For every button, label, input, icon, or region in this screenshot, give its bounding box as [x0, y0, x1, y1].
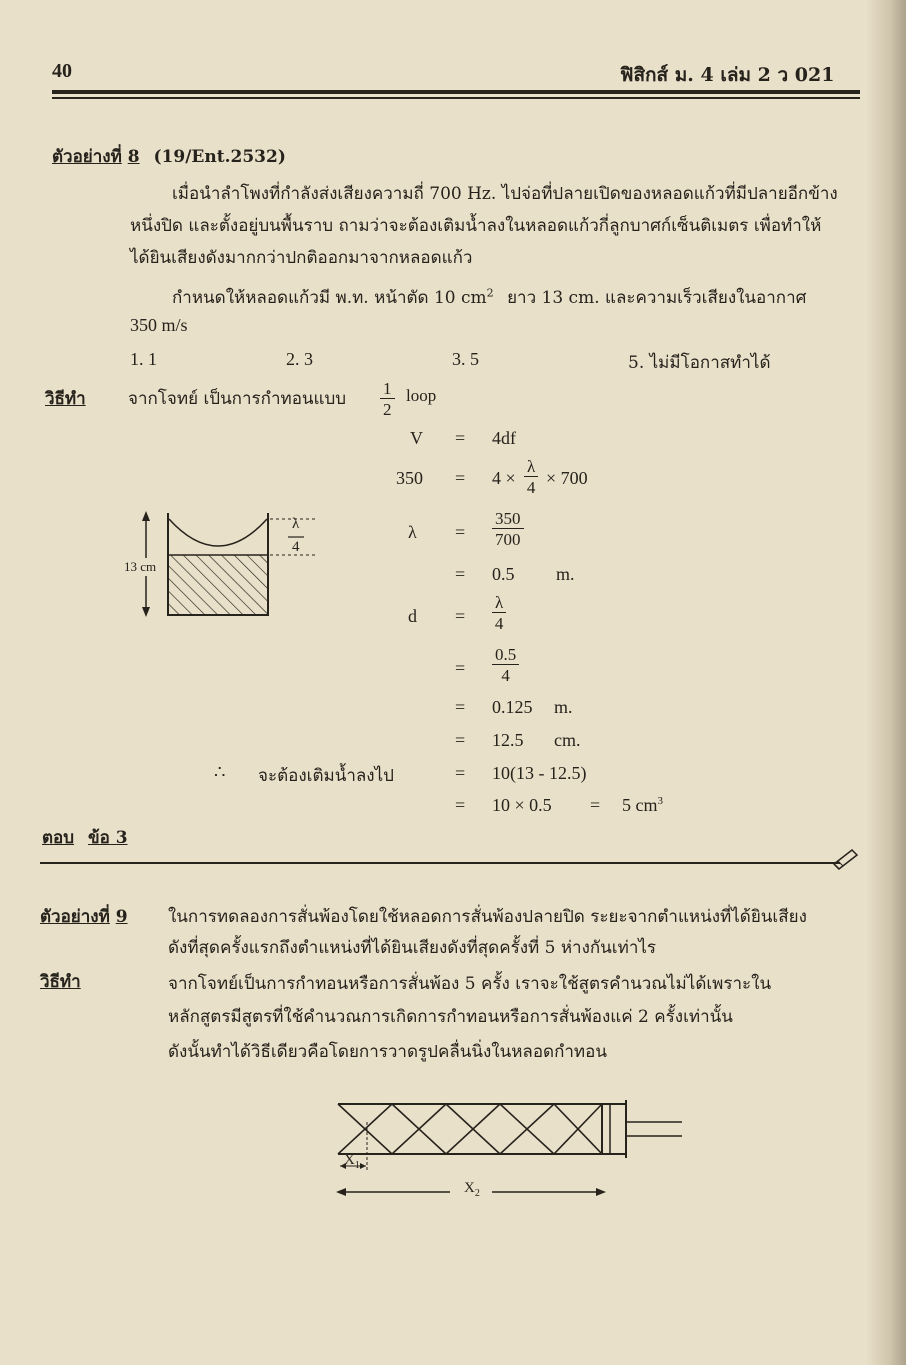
step3-frac-num: 350 — [492, 510, 524, 529]
question-line-3: ได้ยินเสียงดังมากกว่าปกติออกมาจากหลอดแก้ว — [130, 248, 473, 268]
step8-val: 12.5 — [492, 730, 524, 750]
given-length-speed: ยาว 13 cm. และความเร็วเสียงในอากาศ — [507, 288, 807, 308]
step2-b: × 700 — [546, 468, 588, 488]
example9-label: ตัวอย่างที่ — [40, 907, 110, 927]
choice-3: 3. 5 — [452, 349, 479, 369]
height-label: 13 cm — [124, 559, 157, 574]
x2-label — [464, 1180, 480, 1199]
step6-eq: = — [455, 658, 466, 678]
x1-letter: X — [344, 1152, 355, 1168]
example8-label: ตัวอย่างที่ — [52, 147, 122, 167]
given-line-2: 350 m/s — [130, 315, 188, 335]
step2-frac — [524, 458, 538, 496]
step7-val: 0.125 — [492, 697, 533, 717]
step6-frac — [492, 646, 519, 684]
x1-arrow-right-head — [360, 1163, 366, 1169]
example9-number: 9 — [115, 907, 128, 927]
step9-val: 10(13 - 12.5) — [492, 763, 587, 783]
example9-solution-line-2: หลักสูตรมีสูตรที่ใช้คำนวณการเกิดการกำทอนหรือการสั่นพ้องแค่ 2 ครั้งเท่านั้น — [168, 1007, 733, 1027]
step7-eq: = — [455, 697, 466, 717]
step5-lhs: d — [408, 606, 417, 626]
choice-2: 2. 3 — [286, 349, 313, 369]
standing-wave-b — [338, 1104, 602, 1154]
step10-b — [622, 795, 663, 816]
example8-number: 8 — [127, 147, 140, 167]
step10-eq: = — [455, 795, 466, 815]
step2-frac-num: λ — [524, 458, 538, 477]
x2-arrow-left-head — [336, 1188, 346, 1196]
x1-subscript: 1 — [354, 1160, 360, 1171]
step10-b-sup: 3 — [657, 795, 663, 807]
step10-b-text: 5 cm — [622, 795, 658, 815]
tube-walls — [168, 513, 268, 615]
therefore-symbol: ∴ — [214, 762, 226, 782]
resonance-tube-diagram — [330, 1092, 690, 1212]
step3-frac-den: 700 — [495, 530, 521, 549]
step3-eq: = — [455, 522, 466, 542]
question-line-2: หนึ่งปิด และตั้งอยู่บนพื้นราบ ถามว่าจะต้องเติมน้ำลงในหลอดแก้วกี่ลูกบาศก์เซ็นติเมตร เพื่อทำให้ — [130, 216, 822, 236]
step4-val: 0.5 — [492, 564, 515, 584]
solution-label-9: วิธีทำ — [40, 972, 81, 992]
height-arrow-up-head — [142, 511, 150, 521]
example9-solution-line-3: ดังนั้นทำได้วิธีเดียวคือโดยการวาดรูปคลื่นนิ่งในหลอดกำทอน — [168, 1042, 607, 1062]
step10-eq2: = — [590, 795, 601, 815]
step1-lhs: V — [410, 428, 423, 448]
step7-unit: m. — [554, 697, 573, 717]
step6-frac-num: 0.5 — [492, 646, 519, 665]
page-spine-shadow — [866, 0, 906, 1365]
example8-heading — [52, 143, 286, 170]
step5-frac-num: λ — [492, 594, 506, 613]
x2-subscript: 2 — [474, 1188, 480, 1199]
book-title: ฟิสิกส์ ม. 4 เล่ม 2 ว 021 — [620, 64, 835, 86]
step10-a: 10 × 0.5 — [492, 795, 552, 815]
step1-rhs: 4df — [492, 428, 516, 448]
diagram-four: 4 — [292, 539, 300, 555]
solution-intro: จากโจทย์ เป็นการกำทอนแบบ — [128, 389, 347, 409]
header-rule-thin — [52, 97, 860, 99]
example8-source: (19/Ent.2532) — [153, 147, 286, 167]
header-rule-thick — [52, 90, 860, 94]
step2-a: 4 × — [492, 468, 516, 488]
intro-frac-num: 1 — [380, 380, 395, 399]
choice-5: 5. ไม่มีโอกาสทำได้ — [628, 353, 771, 373]
step6-frac-den: 4 — [501, 666, 510, 685]
x1-label — [344, 1152, 360, 1171]
step2-lhs: 350 — [396, 468, 423, 488]
step8-eq: = — [455, 730, 466, 750]
given-area-sup: 2 — [486, 286, 494, 300]
standing-wave-a — [338, 1104, 602, 1154]
step5-frac — [492, 594, 506, 632]
step1-eq: = — [455, 428, 466, 448]
given-area-text: กำหนดให้หลอดแก้วมี พ.ท. หน้าตัด 10 cm — [172, 288, 487, 308]
example9-heading — [40, 903, 128, 930]
solution-label-8: วิธีทำ — [45, 389, 86, 409]
step4-eq: = — [455, 564, 466, 584]
answer-line — [42, 824, 128, 851]
step2-eq: = — [455, 468, 466, 488]
diagram-lambda: λ — [292, 516, 300, 532]
example9-solution-line-1: จากโจทย์เป็นการกำทอนหรือการสั่นพ้อง 5 ครั้ง เราจะใช้สูตรคำนวณไม่ได้เพราะใน — [168, 974, 772, 994]
step5-frac-den: 4 — [494, 614, 504, 633]
answer-label: ตอบ — [42, 828, 75, 848]
page-number: 40 — [52, 60, 72, 82]
step3-frac — [492, 510, 524, 548]
step8-unit: cm. — [554, 730, 581, 750]
question-line-1: เมื่อนำลำโพงที่กำลังส่งเสียงความถี่ 700 Hz. ไปจ่อที่ปลายเปิดของหลอดแก้วที่มีปลายอีกข้าง — [172, 184, 838, 204]
section-separator — [40, 862, 840, 864]
x2-arrow-right-head — [596, 1188, 606, 1196]
tube-body — [338, 1100, 682, 1158]
example9-question-line-1: ในการทดลองการสั่นพ้องโดยใช้หลอดการสั่นพ้องปลายปิด ระยะจากตำแหน่งที่ได้ยินเสียง — [168, 907, 807, 927]
intro-frac-den: 2 — [383, 400, 392, 419]
height-arrow-down-head — [142, 607, 150, 617]
step9-eq: = — [455, 763, 466, 783]
standing-wave-curve — [169, 519, 267, 546]
example9-question-line-2: ดังที่สุดครั้งแรกถึงตำแหน่งที่ได้ยินเสียงดังที่สุดครั้งที่ 5 ห่างกันเท่าไร — [168, 938, 657, 958]
step2-frac-den: 4 — [526, 478, 536, 497]
choice-1: 1. 1 — [130, 349, 157, 369]
step4-unit: m. — [556, 564, 575, 584]
step3-lhs: λ — [408, 522, 417, 542]
loop-word: loop — [406, 386, 437, 405]
intro-fraction — [380, 380, 395, 418]
step9-lhs: จะต้องเติมน้ำลงไป — [258, 766, 394, 786]
step5-eq: = — [455, 606, 466, 626]
answer-text: ข้อ 3 — [87, 828, 128, 848]
pencil-icon — [830, 846, 860, 870]
given-line-1 — [172, 284, 806, 311]
x2-letter: X — [464, 1180, 475, 1196]
